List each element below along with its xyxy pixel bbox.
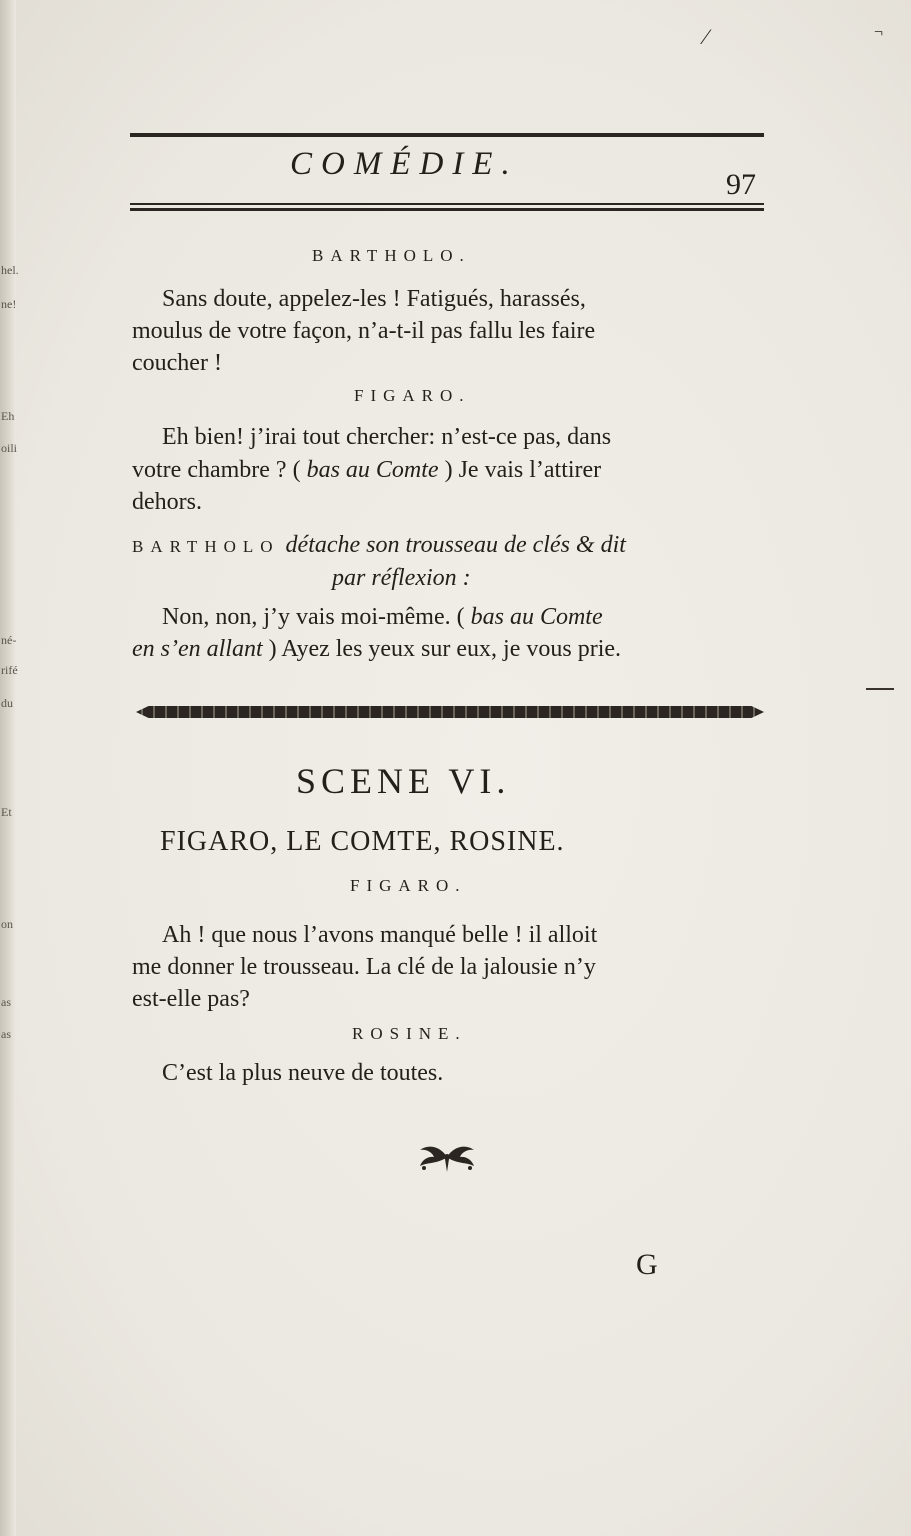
dialogue-line: C’est la plus neuve de toutes. <box>162 1060 444 1086</box>
speaker-name: BARTHOLO. <box>312 246 471 265</box>
dialogue-text: ) Ayez les yeux sur eux, je vous prie. <box>268 636 622 662</box>
dialogue-line: me donner le trousseau. La clé de la jalousie n’y <box>132 954 596 980</box>
dialogue-text: votre chambre ? ( <box>132 457 301 483</box>
scene-cast: FIGARO, LE COMTE, ROSINE. <box>160 826 565 857</box>
ornamental-rule <box>136 706 764 718</box>
speaker-name: FIGARO. <box>354 386 471 405</box>
gutter-fragment: on <box>1 917 13 931</box>
dialogue-line: Sans doute, appelez-les ! Fatigués, harassés, <box>162 286 586 312</box>
gutter-fragment: né- <box>1 633 17 647</box>
fleuron-ornament-icon <box>414 1140 480 1174</box>
dialogue-line <box>162 602 603 632</box>
page-edge-mark: ¬ <box>874 24 884 41</box>
stage-direction: détache son trousseau de clés & dit <box>285 532 626 558</box>
gutter-fragment: as <box>1 1027 11 1041</box>
scene-title: SCENE VI. <box>296 761 511 801</box>
speaker-name: ROSINE. <box>352 1024 467 1043</box>
header-rule-bottom-thick <box>130 208 764 211</box>
page-number: 97 <box>726 168 756 201</box>
stage-direction: bas au Comte <box>470 604 603 630</box>
speaker-name: FIGARO. <box>350 876 467 895</box>
gutter-fragment: du <box>1 696 13 710</box>
pencil-mark: ⁄ <box>704 24 708 49</box>
header-rule-bottom-thin <box>130 203 764 205</box>
page-edge-mark <box>866 688 894 690</box>
dialogue-line: coucher ! <box>132 350 222 376</box>
dialogue-line: est-elle pas? <box>132 986 250 1012</box>
dialogue-line <box>132 455 601 485</box>
dialogue-line: Ah ! que nous l’avons manqué belle ! il alloit <box>162 922 598 948</box>
stage-direction-line <box>332 563 471 593</box>
dialogue-line <box>132 634 621 664</box>
header-rule-top <box>130 133 764 137</box>
dialogue-line: dehors. <box>132 489 202 515</box>
signature-mark: G <box>636 1248 658 1281</box>
running-head: COMÉDIE. <box>290 146 519 182</box>
dialogue-text: ) Je vais l’attirer <box>444 457 602 483</box>
gutter-fragment: hel. <box>1 263 19 277</box>
gutter-fragment: as <box>1 995 11 1009</box>
dialogue-line: moulus de votre façon, n’a-t-il pas fallu les faire <box>132 318 596 344</box>
stage-direction: en s’en allant <box>132 636 263 662</box>
gutter-fragments <box>0 0 19 1536</box>
speaker-name: BARTHOLO <box>132 537 280 556</box>
stage-direction: bas au Comte <box>306 457 439 483</box>
gutter-fragment: Et <box>1 805 12 819</box>
dialogue-text: Non, non, j’y vais moi-même. ( <box>162 604 465 630</box>
stage-direction: par réflexion : <box>332 565 471 591</box>
stage-direction-line <box>132 530 626 562</box>
gutter-fragment: oili <box>1 441 18 455</box>
dialogue-line: Eh bien! j’irai tout chercher: n’est-ce pas, dans <box>162 424 612 450</box>
gutter-fragment: Eh <box>1 409 15 423</box>
gutter-fragment: rifé <box>1 663 18 677</box>
gutter-fragment: ne! <box>1 297 17 311</box>
